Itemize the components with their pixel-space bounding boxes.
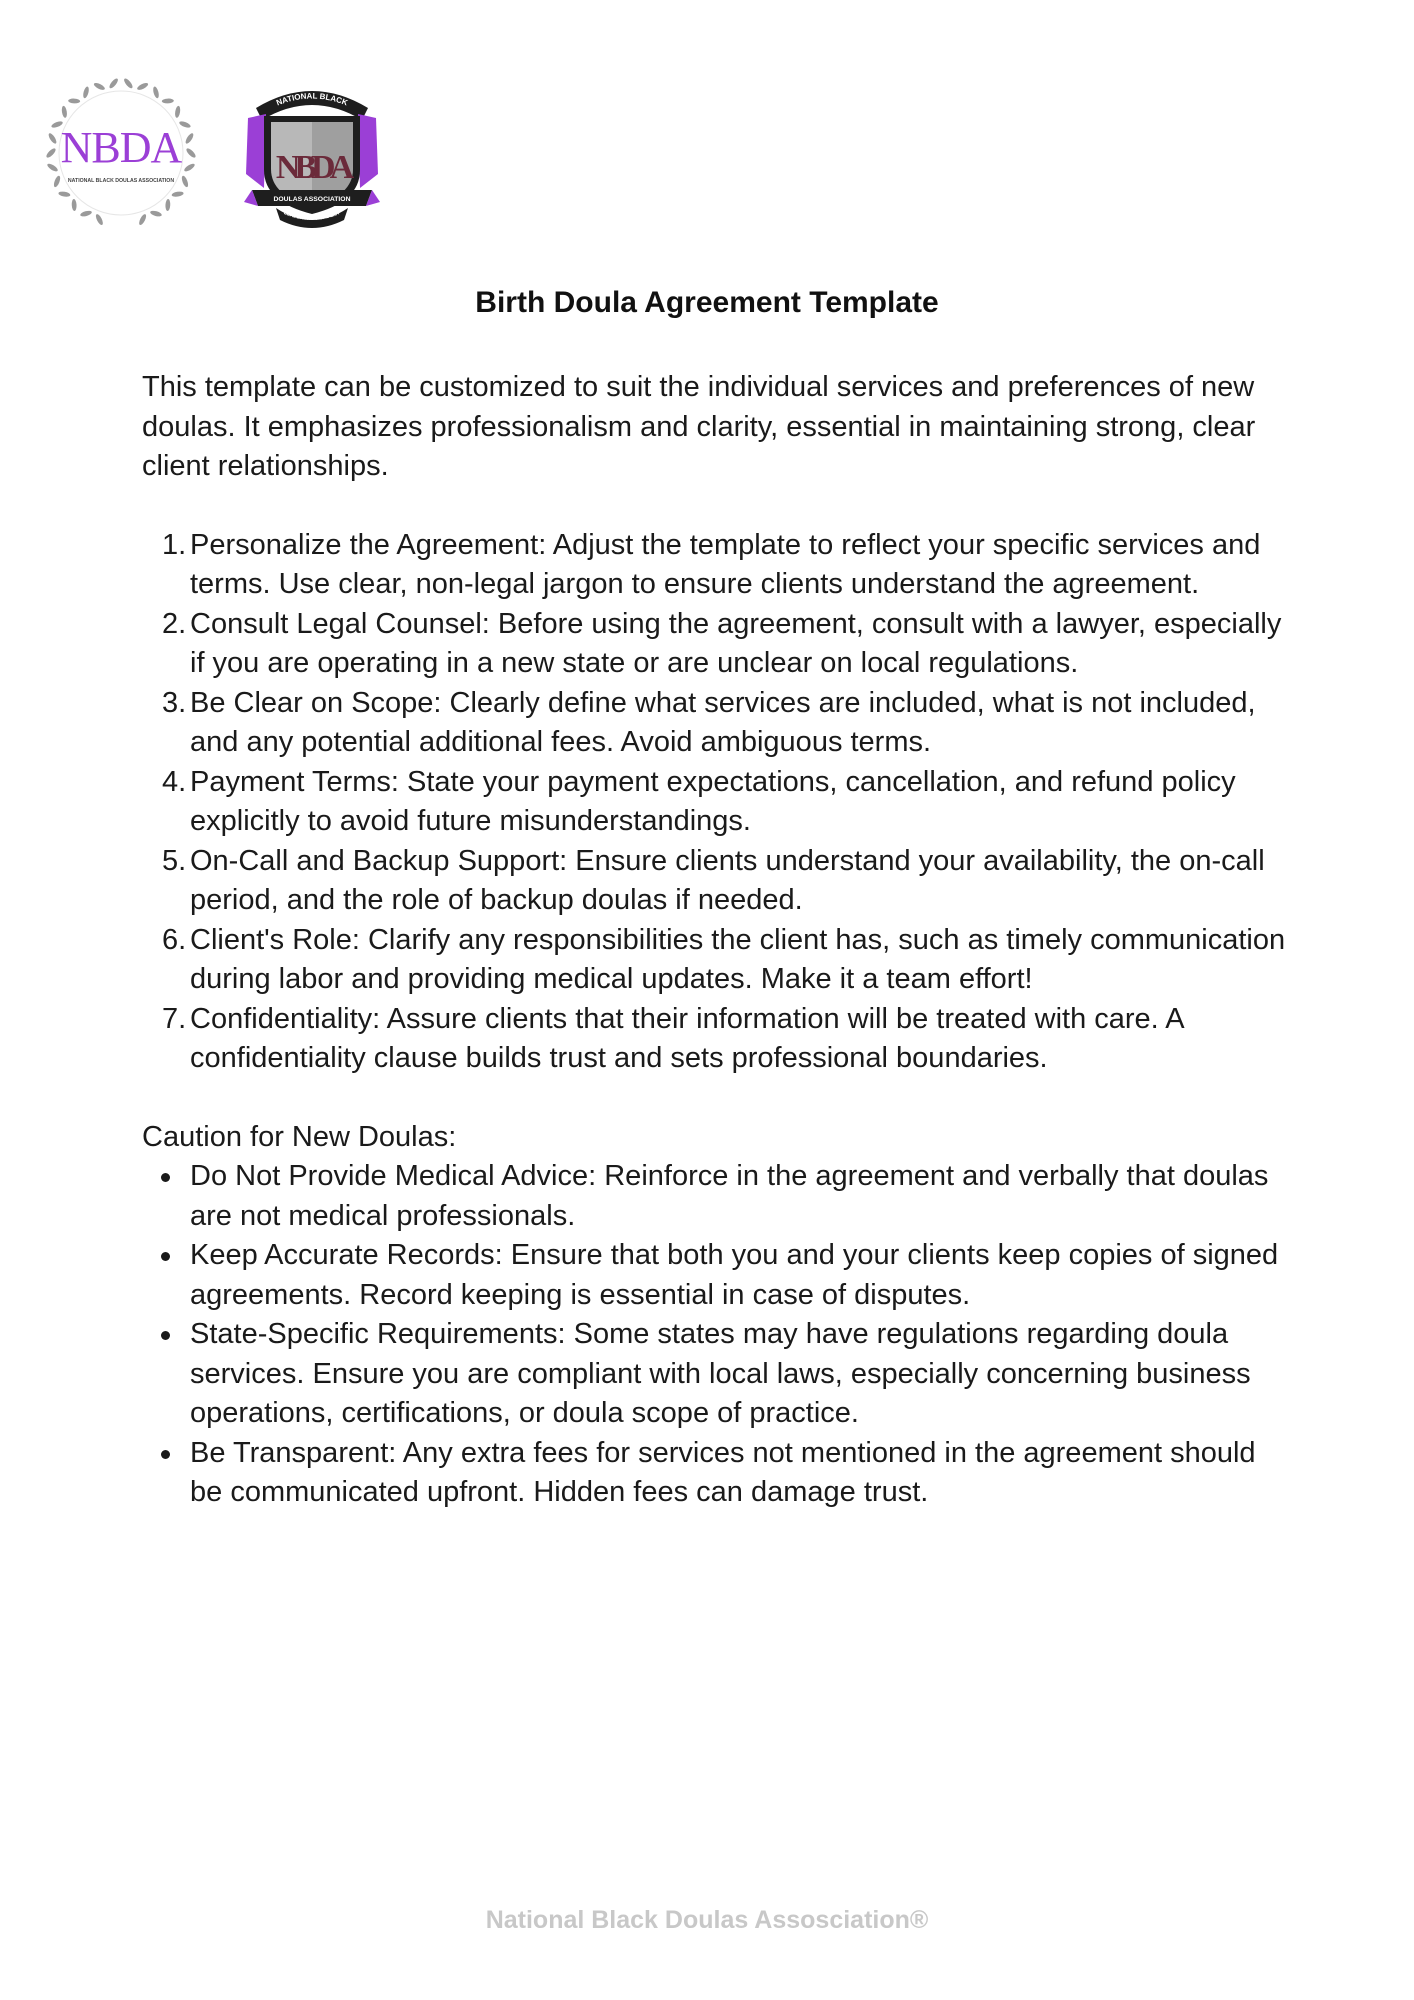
tip-text: Client's Role: Clarify any responsibilities the client has, such as timely communication during labor and providing medical updates. Make it a team effort! [190,923,1286,995]
caution-text: Keep Accurate Records: Ensure that both you and your clients keep copies of signed agreements. Record keeping is essential in case of disputes. [190,1239,1279,1311]
wreath-leaf [184,132,195,145]
wreath-leaf [165,199,170,211]
caution-text: Be Transparent: Any extra fees for services not mentioned in the agreement should be communicated upfront. Hidden fees can damage trust. [190,1436,1256,1508]
tip-number: 1. [162,528,187,561]
tip-number: 6. [162,923,187,956]
wreath-leaf [171,191,184,198]
wreath-leaf [181,175,190,188]
wreath-leaf [162,98,174,103]
tip-text: Confidentiality: Assure clients that their information will be treated with care. A confidentiality clause builds trust and sets professional boundaries. [190,1002,1183,1074]
tip-text: On-Call and Backup Support: Ensure clients understand your availability, the on-call period, and the role of backup doulas if needed. [190,844,1265,916]
nbda-logo-caption: NATIONAL BLACK DOULAS ASSOCIATION [67,178,175,184]
tip-text: Personalize the Agreement: Adjust the template to reflect your specific services and terms. Use clear, non-legal jargon to ensure clients understand the agreement. [190,528,1261,600]
nbda-wreath-logo [40,72,202,234]
tip-text: Consult Legal Counsel: Before using the agreement, consult with a lawyer, especially if you are operating in a new state or are unclear on local regulations. [190,607,1282,679]
wreath-leaf [183,162,196,173]
tip-number: 3. [162,686,187,719]
document-body [142,368,1292,1513]
footer-text: National Black Doulas Assosciation® [485,1906,929,1934]
tip-item [142,1000,1292,1079]
caution-heading: Caution for New Doulas: [142,1120,457,1153]
cautions-list [142,1157,1292,1513]
caution-item [142,1434,1292,1513]
tip-number: 7. [162,1002,187,1035]
nbda-crest-logo [242,78,382,228]
caution-item [142,1157,1292,1236]
wreath-leaf [46,162,59,173]
logo-row [40,72,382,234]
tip-number: 4. [162,765,187,798]
tip-text: Be Clear on Scope: Clearly define what services are included, what is not included, and any potential additional fees. Avoid ambiguous terms. [190,686,1256,758]
tip-text: Payment Terms: State your payment expectations, cancellation, and refund policy explicitly to avoid future misunderstandings. [190,765,1236,837]
wreath-leaf [138,213,148,226]
bullet-icon [161,1450,170,1459]
wreath-leaf [150,210,163,218]
caution-item [142,1315,1292,1434]
tip-item [142,921,1292,1000]
wreath-leaf [174,106,181,119]
wreath-leaf [45,147,57,159]
wreath-leaf [68,98,80,103]
wreath-leaf [53,175,62,188]
wreath-leaf [80,210,93,218]
wreath-leaf [93,82,106,92]
wreath-leaf [47,132,58,145]
caution-text: Do Not Provide Medical Advice: Reinforce in the agreement and verbally that doulas are not medical professionals. [190,1160,1269,1232]
crest-ribbon-text: DOULAS ASSOCIATION [273,196,351,203]
wreath-leaf [58,191,71,198]
wreath-leaf [123,77,134,89]
wreath-leaf [136,82,149,92]
nbda-logo-letters: NBDA [60,123,182,172]
intro-paragraph: This template can be customized to suit the individual services and preferences of new doulas. It emphasizes professionalism and clarity, essential in maintaining strong, clear client relationships. [142,371,1256,482]
caution-text: State-Specific Requirements: Some states may have regulations regarding doula services. Ensure you are compliant with local laws, especially concerning business operations, certifications, or doula scope of practice. [190,1318,1251,1429]
bullet-icon [161,1331,170,1340]
crest-monogram: NBDA [275,149,349,186]
document-title: Birth Doula Agreement Template [475,286,939,319]
bullet-icon [161,1173,170,1182]
tip-number: 5. [162,844,187,877]
tip-item [142,605,1292,684]
tip-number: 2. [162,607,187,640]
crest-bottom-text: LEADERSHIP ACADEMY [282,210,342,223]
tip-item [142,842,1292,921]
bullet-icon [161,1252,170,1261]
wreath-leaf [185,147,197,159]
caution-item [142,1236,1292,1315]
tip-item [142,684,1292,763]
wreath-leaf [152,86,160,99]
tips-list [142,526,1292,1079]
wreath-leaf [82,86,90,99]
crest-top-text: NATIONAL BLACK [275,91,349,108]
wreath-leaf [108,77,119,89]
tip-item [142,526,1292,605]
wreath-leaf [61,106,68,119]
tip-item [142,763,1292,842]
wreath-leaf [95,213,105,226]
wreath-leaf [71,199,76,211]
